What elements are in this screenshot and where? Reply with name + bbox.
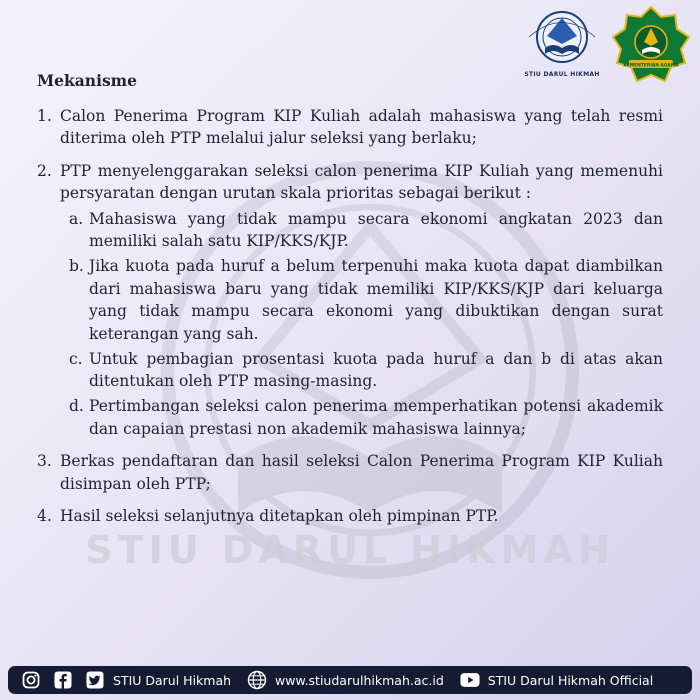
sub-item bbox=[37, 208, 663, 253]
list-item bbox=[37, 505, 663, 528]
sub-text: Untuk pembagian prosentasi kuota pada huruf a dan b di atas akan ditentukan oleh PTP masing-masing. bbox=[89, 349, 663, 390]
item-number: 3. bbox=[37, 452, 52, 470]
sub-text: Jika kuota pada huruf a belum terpenuhi maka kuota dapat diambilkan dari mahasiswa baru yang tidak memiliki KIP/KKS/KJP dari keluarga yang tidak mampu secara ekonomi yang dibuktikan dengan surat keterangan yang sah. bbox=[89, 257, 663, 343]
item-number: 4. bbox=[37, 507, 52, 525]
globe-icon bbox=[247, 670, 267, 690]
stiu-emblem-icon bbox=[525, 8, 599, 66]
website-link[interactable]: www.stiudarulhikmah.ac.id bbox=[275, 672, 444, 688]
section-heading: Mekanisme bbox=[37, 71, 137, 90]
item-text: Calon Penerima Program KIP Kuliah adalah mahasiswa yang telah resmi diterima oleh PTP melalui jalur seleksi yang berlaku; bbox=[60, 106, 663, 147]
kemenag-ribbon-text: KEMENTERIAN AGAMA bbox=[623, 63, 679, 69]
item-text: Hasil seleksi selanjutnya ditetapkan oleh pimpinan PTP. bbox=[60, 507, 499, 525]
item-number: 1. bbox=[37, 106, 52, 125]
sub-letter: d. bbox=[69, 397, 84, 415]
sub-text: Pertimbangan seleksi calon penerima memperhatikan potensi akademik dan capaian prestasi non akademik mahasiswa lainnya; bbox=[89, 397, 663, 438]
facebook-icon[interactable] bbox=[53, 670, 73, 690]
youtube-channel[interactable]: STIU Darul Hikmah Official bbox=[487, 672, 654, 688]
social-handle[interactable]: STIU Darul Hikmah bbox=[113, 672, 232, 688]
sub-letter: c. bbox=[69, 349, 83, 368]
youtube-icon[interactable] bbox=[460, 670, 480, 690]
list-item bbox=[37, 160, 663, 441]
sub-item bbox=[37, 255, 663, 345]
sub-item bbox=[37, 348, 663, 393]
list-item bbox=[37, 105, 663, 150]
sub-letter: a. bbox=[69, 209, 84, 228]
item-text: Berkas pendaftaran dan hasil seleksi Calon Penerima Program KIP Kuliah disimpan oleh PTP; bbox=[60, 452, 663, 493]
sub-item bbox=[37, 395, 663, 440]
watermark-text: STIU DARUL HIKMAH bbox=[85, 528, 615, 572]
twitter-icon[interactable] bbox=[85, 670, 105, 690]
priority-sublist bbox=[37, 208, 663, 441]
instagram-icon[interactable] bbox=[21, 670, 41, 690]
sub-text: Mahasiswa yang tidak mampu secara ekonomi angkatan 2023 dan memiliki salah satu KIP/KKS/KJP. bbox=[89, 209, 663, 250]
item-number: 2. bbox=[37, 161, 52, 180]
sub-letter: b. bbox=[69, 257, 84, 275]
footer-bar bbox=[8, 666, 692, 694]
list-item bbox=[37, 450, 663, 495]
item-text: PTP menyelenggarakan seleksi calon penerima KIP Kuliah yang memenuhi persyaratan dengan urutan skala prioritas sebagai berikut : bbox=[60, 161, 663, 202]
stiu-logo-caption: STIU DARUL HIKMAH bbox=[524, 71, 600, 78]
mechanism-section bbox=[37, 70, 663, 538]
